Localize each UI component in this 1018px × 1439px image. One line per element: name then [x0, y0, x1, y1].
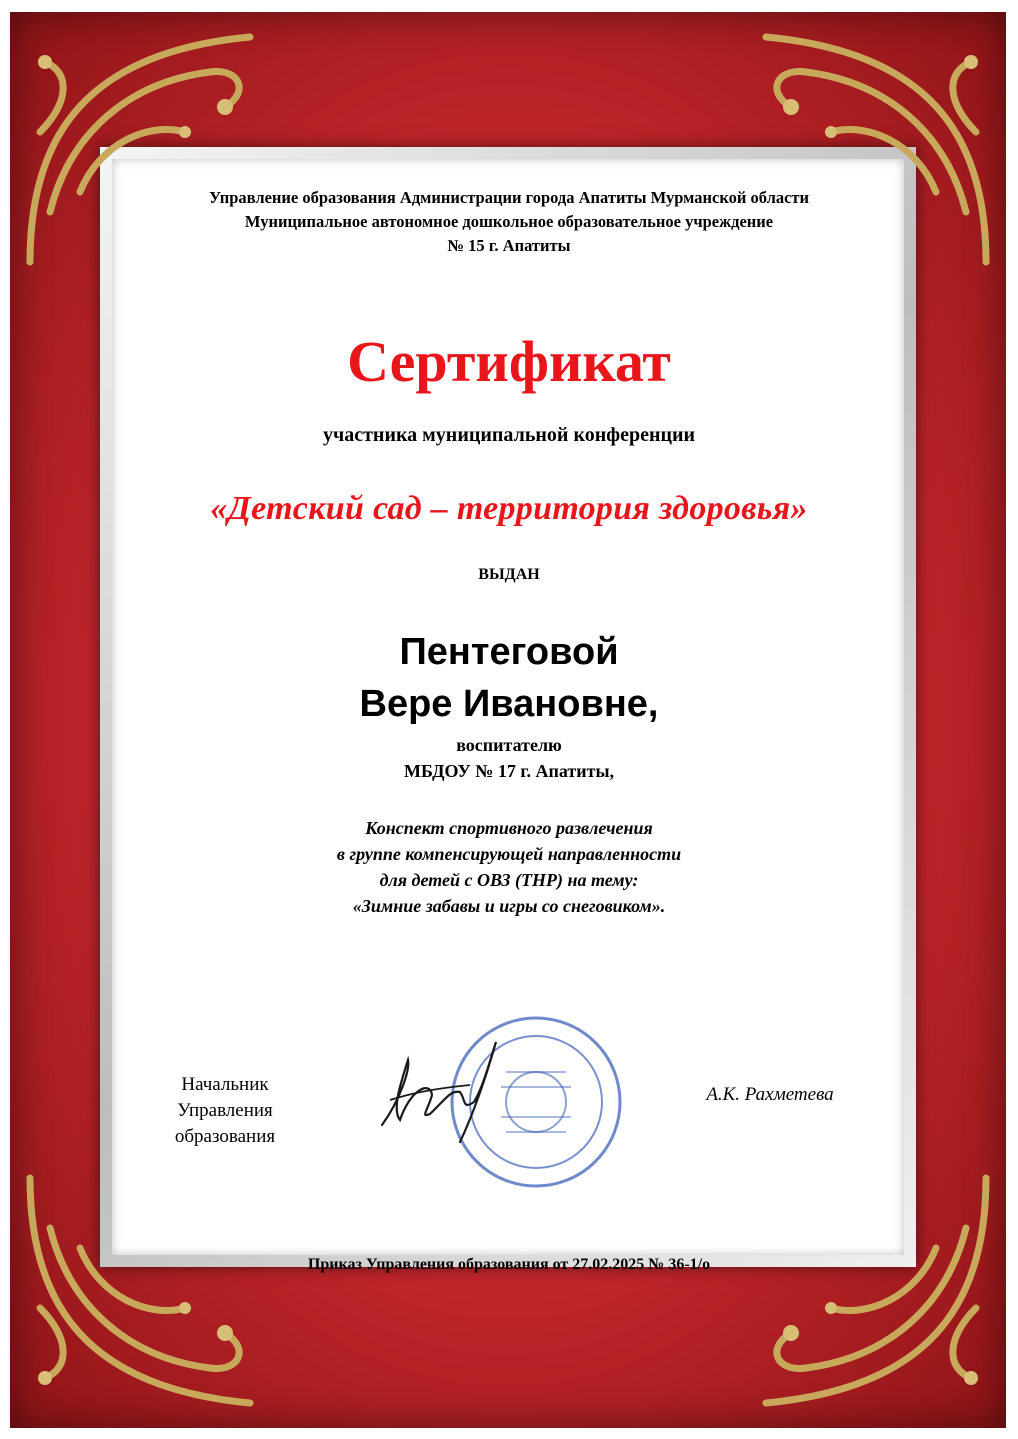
- recipient-given-names: Вере Ивановне,: [359, 683, 659, 725]
- recipient-position-block: [0, 732, 1018, 784]
- signer-role-line-3: образования: [174, 1126, 276, 1147]
- gold-ornament-bottom-right: [746, 1168, 1006, 1428]
- recipient-name: [0, 626, 1018, 730]
- certificate-title: Сертификат: [347, 329, 671, 394]
- header-line-3: № 15 г. Апатиты: [447, 236, 571, 255]
- handwritten-signature: [370, 1030, 510, 1155]
- signer-role: [150, 1072, 300, 1150]
- signer-role-line-2: Управления: [177, 1100, 273, 1121]
- topic-line-1: Конспект спортивного развлечения: [365, 818, 653, 838]
- header-line-1: Управление образования Администрации города Апатиты Мурманской области: [208, 188, 810, 207]
- issued-label: ВЫДАН: [478, 566, 540, 583]
- topic-line-4: «Зимние забавы и игры со снеговиком».: [352, 896, 666, 916]
- conference-name: «Детский сад – территория здоровья»: [210, 490, 808, 527]
- issuer-header: [0, 186, 1018, 258]
- gold-ornament-bottom-left: [10, 1168, 270, 1428]
- certificate-subtitle: участника муниципальной конференции: [322, 424, 696, 446]
- work-topic: [0, 815, 1018, 919]
- header-line-2: Муниципальное автономное дошкольное образовательное учреждение: [244, 212, 774, 231]
- signer-name: А.К. Рахметева: [706, 1084, 834, 1105]
- recipient-position: воспитателю: [456, 735, 562, 755]
- order-reference: Приказ Управления образования от 27.02.2025 № 36-1/о: [307, 1256, 711, 1273]
- topic-line-2: в группе компенсирующей направленности: [336, 844, 682, 864]
- signer-role-line-1: Начальник: [181, 1074, 269, 1095]
- recipient-surname: Пентеговой: [399, 631, 619, 673]
- recipient-organization: МБДОУ № 17 г. Апатиты,: [403, 761, 615, 781]
- topic-line-3: для детей с ОВЗ (ТНР) на тему:: [379, 870, 639, 890]
